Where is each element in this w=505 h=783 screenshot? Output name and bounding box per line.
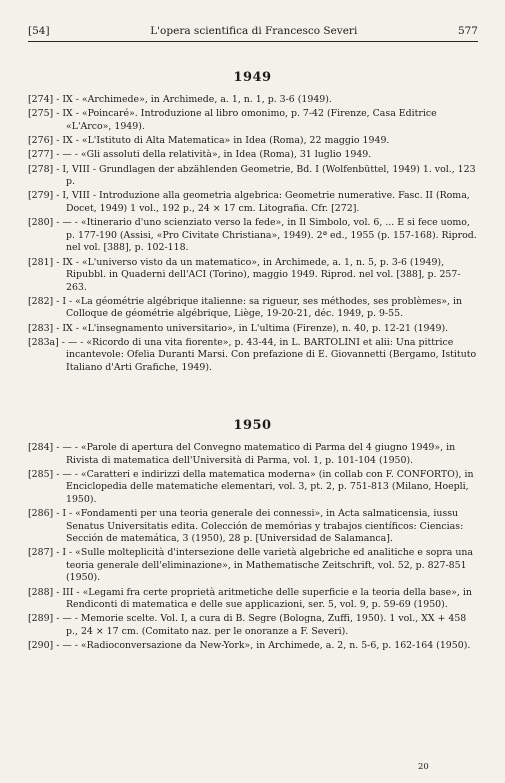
running-header bbox=[28, 25, 478, 37]
section-year-1950: 1950 bbox=[233, 418, 272, 433]
bibliography-entry: [283a] - — - «Ricordo di una vita fiorente», p. 43-44, in L. BARTOLINI et alii: Una pittrice incantevole: Ofelia Duranti Marsi. Con prefazione di E. Giovannetti (Bergamo, Istituto Italiano d'Arti Grafiche, 1949). bbox=[28, 336, 477, 373]
bibliography-entry: [287] - I - «Sulle molteplicità d'intersezione delle varietà algebriche ed analitiche e sopra una teoria generale dell'eliminazione», in Mathematische Zeitschrift, vol. 52, p. 827-851 (1950). bbox=[28, 547, 474, 584]
bibliography-entry: [280] - — - «Itinerario d'uno scienziato verso la fede», in Il Simbolo, vol. 6, ... E si fece uomo, p. 177-190 (Assisi, «Pro Civitate Christiana», 1949). 2ª ed., 1955 (p. 157-168). Riprod. nel vol. [388], p. 102-118. bbox=[28, 217, 477, 254]
header-rule bbox=[28, 41, 478, 42]
bibliography-entry: [289] - — - Memorie scelte. Vol. I, a cura di B. Segre (Bologna, Zuffi, 1950). 1 vol., XX + 458 p., 24 × 17 cm. (Comitato naz. per le onoranze a F. Severi). bbox=[28, 613, 467, 637]
bibliography-entry: [290] - — - «Radioconversazione da New-York», in Archimede, a. 2, n. 5-6, p. 162-164 (1950). bbox=[28, 640, 471, 652]
bibliography-entry: [288] - III - «Legami fra certe proprietà aritmetiche delle superficie e la teoria della base», in Rendiconti di matematica e delle sue applicazioni, ser. 5, vol. 9, p. 59-69 (1950). bbox=[28, 586, 472, 611]
bibliography-entry: [284] - — - «Parole di apertura del Convegno matematico di Parma del 4 giugno 1949», in Rivista di matematica dell'Università di Parma, vol. 1, p. 101-104 (1950). bbox=[28, 442, 456, 466]
bibliography-entry: [282] - I - «La géométrie algébrique italienne: sa rigueur, ses méthodes, ses problèmes», in Colloque de géométrie algébrique, Liège, 19-20-21, déc. 1949, p. 9-55. bbox=[28, 295, 463, 320]
bibliography-entry: [277] - — - «Gli assoluti della relatività», in Idea (Roma), 31 luglio 1949. bbox=[28, 149, 372, 161]
bibliography-entry: [281] - IX - «L'universo visto da un matematico», in Archimede, a. 1, n. 5, p. 3-6 (1949), Ripubbl. in Quaderni dell'ACI (Torino), maggio 1949. Riprod. nel vol. [388], p. 257-263. bbox=[28, 256, 461, 293]
signature-mark: 20 bbox=[418, 762, 429, 772]
section-1950-entries bbox=[28, 442, 478, 655]
bibliography-entry: [274] - IX - «Archimede», in Archimede, a. 1, n. 1, p. 3-6 (1949). bbox=[28, 94, 332, 105]
bibliography-entry: [276] - IX - «L'Istituto di Alta Matematica» in Idea (Roma), 22 maggio 1949. bbox=[28, 135, 390, 147]
header-page-ref: [54] bbox=[28, 25, 50, 37]
section-year-1949: 1949 bbox=[233, 70, 272, 85]
bibliography-entry: [283] - IX - «L'insegnamento universitario», in L'ultima (Firenze), n. 40, p. 12-21 (1949). bbox=[28, 322, 449, 334]
bibliography-entry: [278] - I, VIII - Grundlagen der abzählenden Geometrie, Bd. I (Wolfenbüttel, 1949) 1. vol., 123 p. bbox=[28, 163, 476, 188]
bibliography-entry: [286] - I - «Fondamenti per una teoria generale dei connessi», in Acta salmaticensia, iussu Senatus Universitatis edita. Colección de memórias y trabajos científicos: Ciencias: Sección de matemática, 3 (1950), 28 p. [Universidad de Salamanca]. bbox=[28, 508, 464, 545]
bibliography-entry: [285] - — - «Caratteri e indirizzi della matematica moderna» (in collab con F. CONFORTO), in Enciclopedia delle matematiche elementari, vol. 3, pt. 2, p. 751-813 (Milano, Hoepli, 1950). bbox=[28, 468, 474, 505]
header-page-number: 577 bbox=[457, 25, 478, 37]
bibliography-entry: [279] - I, VIII - Introduzione alla geometria algebrica: Geometrie numerative. Fasc. II (Roma, Docet, 1949) 1 vol., 192 p., 24 × 17 cm. Litografia. Cfr. [272]. bbox=[28, 190, 470, 214]
header-title: L'opera scientifica di Francesco Severi bbox=[150, 25, 358, 37]
section-1949-entries bbox=[28, 94, 478, 376]
bibliography-entry: [275] - IX - «Poincaré». Introduzione al libro omonimo, p. 7-42 (Firenze, Casa Editrice «L'Arco», 1949). bbox=[28, 108, 437, 132]
